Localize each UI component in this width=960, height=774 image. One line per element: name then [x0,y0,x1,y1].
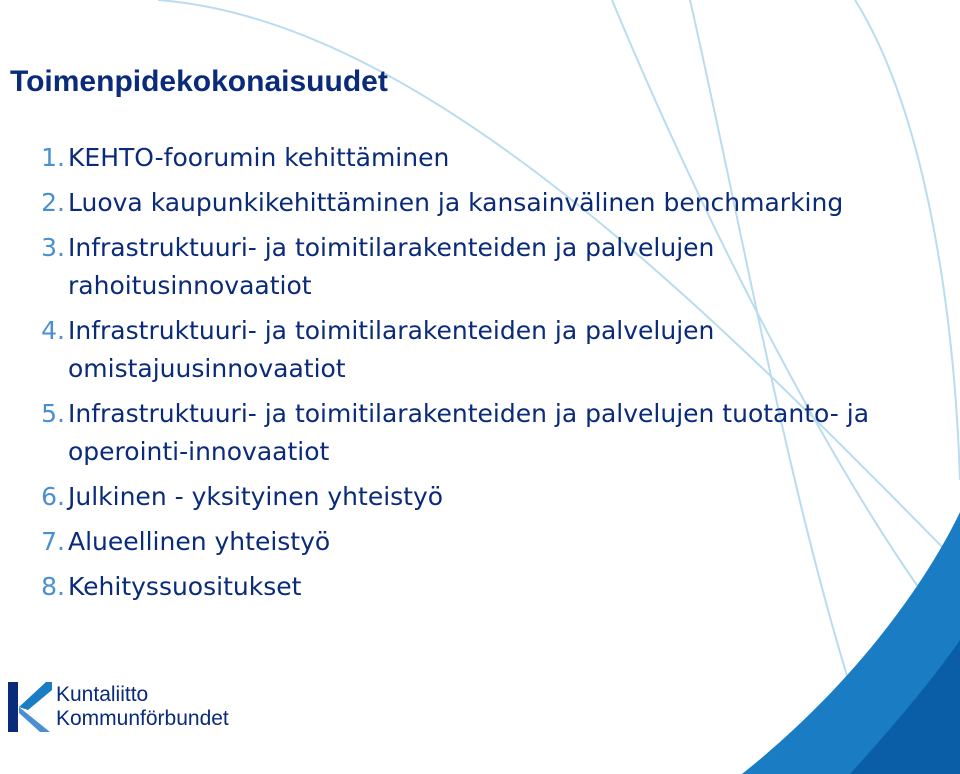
logo-name-fi: Kuntaliitto [56,683,149,706]
item-text: Alueellinen yhteistyö [68,527,331,556]
item-text: Infrastruktuuri- ja toimitilarakenteiden ja palvelujen tuotanto- ja operointi-innovaatiot [68,399,870,466]
item-number: 6. [41,482,65,511]
list-item [0,523,880,561]
slide-title: Toimenpidekokonaisuudet [10,65,388,98]
item-number: 4. [41,316,65,345]
item-number: 5. [41,399,65,428]
item-text: Infrastruktuuri- ja toimitilarakenteiden ja palvelujen omistajuusinnovaatiot [68,316,715,383]
item-number: 8. [41,572,65,601]
list-item [0,478,880,516]
item-text: Luova kaupunkikehittäminen ja kansainvälinen benchmarking [68,188,844,217]
item-number: 2. [41,188,65,217]
list-item [0,568,880,606]
logo-wordmark [56,683,229,731]
list-item [0,229,880,305]
logo-name-sv: Kommunförbundet [56,707,229,730]
list-item [0,312,880,388]
item-text: Infrastruktuuri- ja toimitilarakenteiden ja palvelujen rahoitusinnovaatiot [68,233,715,300]
kuntaliitto-logo-icon [6,680,52,734]
item-number: 3. [41,233,65,262]
item-text: Kehityssuositukset [68,572,302,601]
list-item [0,184,880,222]
item-text: KEHTO-foorumin kehittäminen [68,143,450,172]
list-item [0,139,880,177]
item-number: 7. [41,527,65,556]
item-text: Julkinen - yksityinen yhteistyö [68,482,444,511]
item-number: 1. [41,143,65,172]
list-item [0,395,880,471]
kuntaliitto-logo [6,680,229,734]
agenda-list [0,139,880,606]
